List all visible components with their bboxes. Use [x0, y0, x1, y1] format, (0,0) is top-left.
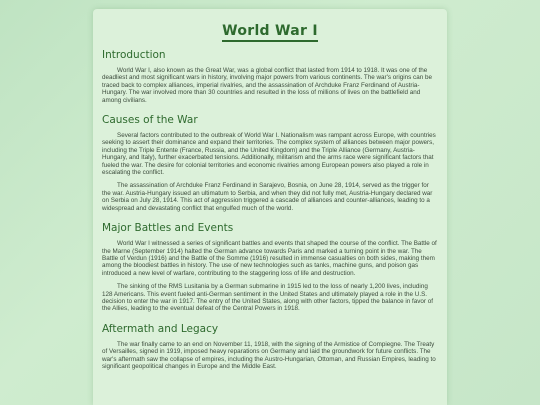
section-heading-aftermath: Aftermath and Legacy — [102, 322, 219, 335]
paragraph-aftermath-1: The war finally came to an end on November 11, 1918, with the signing of the Armistice of Compiegne. The Treaty of Versailles, signed in 1919, imposed heavy reparations on Germany and laid the groundwork for future conflicts. The war's aftermath saw the collapse of empires, including the Austro-Hungarian, Ottoman, and Russian Empires, leading to significant geopolitical changes in Europe and the Middle East. — [102, 340, 436, 370]
paragraph-battles-1: World War I witnessed a series of significant battles and events that shaped the course of the conflict. The Battle of the Marne (September 1914) halted the German advance towards Paris and marked a turning point in the war. The Battle of Verdun (1916) and the Battle of the Somme (1916) resulted in immense casualties on both sides, making them among the bloodiest battles in history. The use of new technologies such as tanks, machine guns, and poison gas introduced a new level of warfare, contributing to the staggering loss of life and destruction. — [102, 240, 437, 277]
paragraph-introduction-1: World War I, also known as the Great War, was a global conflict that lasted from 1914 to 1918. It was one of the deadliest and most significant wars in history, involving major powers from various continents. The war's origins can be traced back to complex alliances, imperial rivalries, and the assassination of Archduke Franz Ferdinand of Austria-Hungary. The war involved more than 30 countries and resulted in the loss of millions of lives on the battlefield and among civilians. — [102, 67, 432, 104]
section-heading-introduction: Introduction — [102, 49, 166, 61]
paragraph-causes-2: The assassination of Archduke Franz Ferdinand in Sarajevo, Bosnia, on June 28, 1914, served as the trigger for the war. Austria-Hungary issued an ultimatum to Serbia, and when they did not fully met, Austria-Hungary declared war on Serbia on July 28, 1914. This act of aggression triggered a cascade of alliances and counter-alliances, leading to a widespread and devastating conflict that engulfed much of the world. — [102, 182, 433, 212]
section-heading-causes: Causes of the War — [102, 114, 198, 127]
article-card — [93, 9, 447, 405]
section-heading-battles: Major Battles and Events — [102, 222, 234, 235]
paragraph-battles-2: The sinking of the RMS Lusitania by a German submarine in 1915 led to the loss of nearly 1,200 lives, including 128 Americans. This event fueled anti-German sentiment in the United States and ultimately played a role in the U.S. decision to enter the war in 1917. The entry of the United States, along with other factors, tipped the balance in favor of the Allies, leading to the eventual defeat of the Central Powers in 1918. — [102, 283, 434, 313]
page-title-text: World War I — [222, 23, 318, 42]
paragraph-causes-1: Several factors contributed to the outbreak of World War I. Nationalism was rampant across Europe, with countries seeking to assert their dominance and expand their territories. The complex system of alliances between major powers, including the Triple Entente (France, Russia, and the United Kingdom) and the Triple Alliance (Germany, Austria-Hungary, and Italy), further exacerbated tensions. Additionally, militarism and the arms race were significant factors that fueled the war. The desire for colonial territories and economic rivalries among European powers also played a role in escalating the conflict. — [102, 132, 436, 177]
page-title — [102, 23, 438, 39]
